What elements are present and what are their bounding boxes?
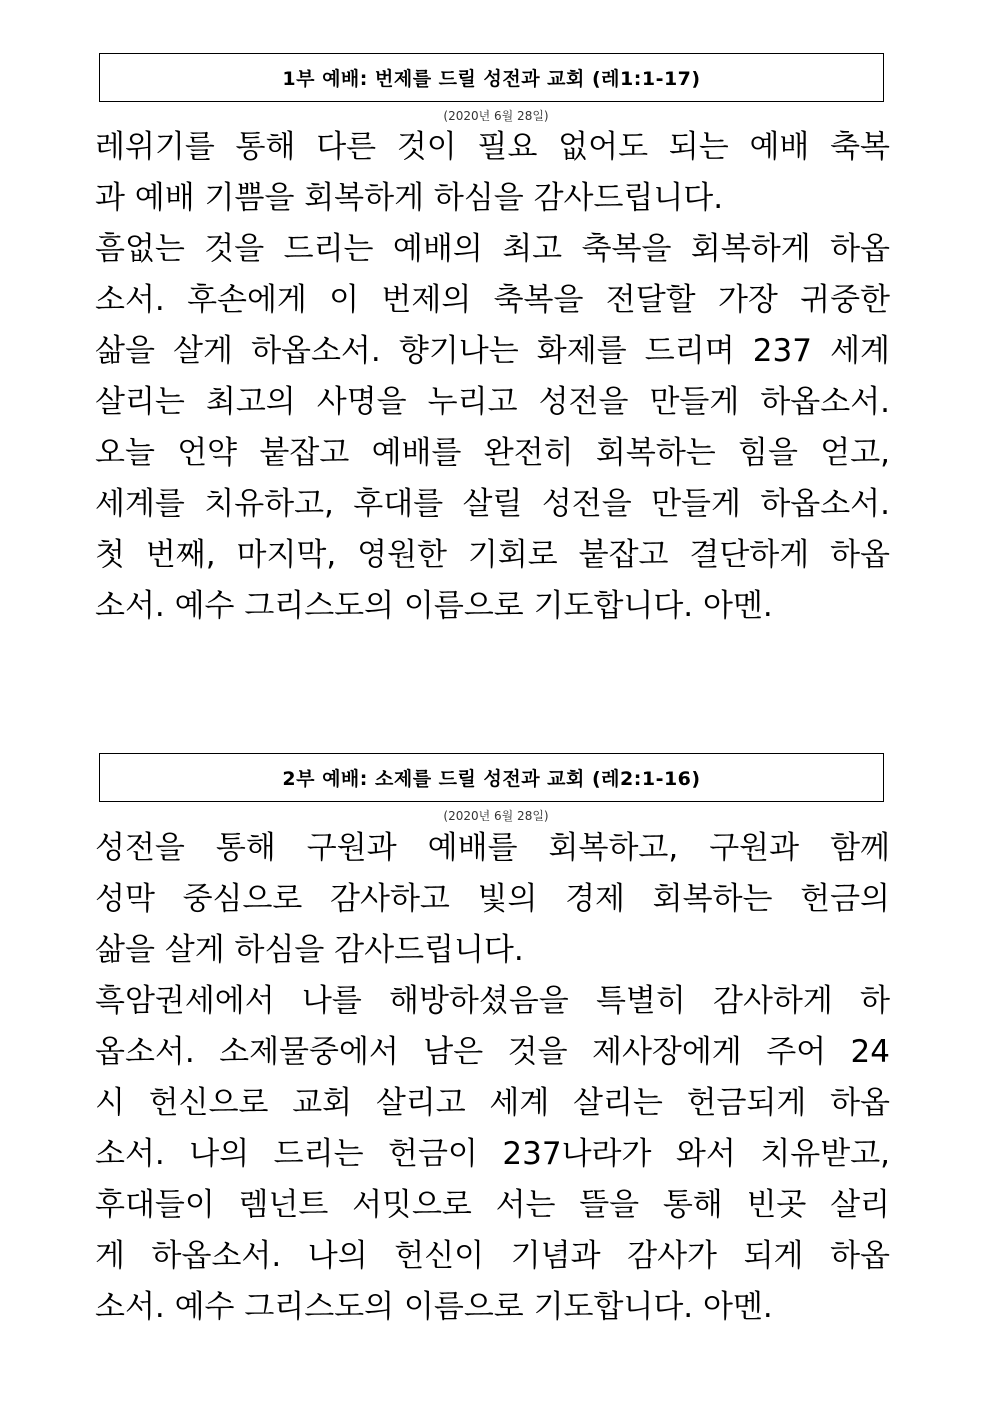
text-line: 게 하옵소서. 나의 헌신이 기념과 감사가 되게 하옵 bbox=[95, 1238, 890, 1274]
text-line: 살리는 최고의 사명을 누리고 성전을 만들게 하옵소서. bbox=[95, 384, 890, 420]
text-line: 레위기를 통해 다른 것이 필요 없어도 되는 예배 축복 bbox=[95, 129, 890, 165]
prayer-text bbox=[95, 823, 890, 1333]
text-line: 옵소서. 소제물중에서 남은 것을 제사장에게 주어 24 bbox=[95, 1034, 890, 1070]
text-line: 삶을 살게 하옵소서. 향기나는 화제를 드리며 237 세계 bbox=[95, 333, 890, 369]
text-line: 흑암권세에서 나를 해방하셨음을 특별히 감사하게 하 bbox=[95, 983, 890, 1019]
text-line: 소서. 예수 그리스도의 이름으로 기도합니다. 아멘. bbox=[95, 588, 773, 624]
text-line: 과 예배 기쁨을 회복하게 하심을 감사드립니다. bbox=[95, 180, 724, 216]
text-line: 후대들이 렘넌트 서밋으로 서는 뜰을 통해 빈곳 살리 bbox=[95, 1187, 890, 1223]
text-line: 세계를 치유하고, 후대를 살릴 성전을 만들게 하옵소서. bbox=[95, 486, 890, 522]
section-date: (2020년 6월 28일) bbox=[443, 809, 549, 823]
text-line: 첫 번째, 마지막, 영원한 기회로 붙잡고 결단하게 하옵 bbox=[95, 537, 890, 573]
text-line: 성전을 통해 구원과 예배를 회복하고, 구원과 함께 bbox=[95, 830, 890, 866]
text-line: 시 헌신으로 교회 살리고 세계 살리는 헌금되게 하옵 bbox=[95, 1085, 890, 1121]
text-line: 소서. 나의 드리는 헌금이 237나라가 와서 치유받고, bbox=[95, 1136, 890, 1172]
text-line: 소서. 예수 그리스도의 이름으로 기도합니다. 아멘. bbox=[95, 1289, 773, 1325]
section-date: (2020년 6월 28일) bbox=[443, 109, 549, 123]
text-line: 소서. 후손에게 이 번제의 축복을 전달할 가장 귀중한 bbox=[95, 282, 890, 318]
section-title: 2부 예배: 소제를 드릴 성전과 교회 (레2:1-16) bbox=[99, 753, 884, 802]
section-title: 1부 예배: 번제를 드릴 성전과 교회 (레1:1-17) bbox=[99, 53, 884, 102]
text-line: 흠없는 것을 드리는 예배의 최고 축복을 회복하게 하옵 bbox=[95, 231, 890, 267]
text-line: 삶을 살게 하심을 감사드립니다. bbox=[95, 932, 524, 968]
text-line: 성막 중심으로 감사하고 빛의 경제 회복하는 헌금의 bbox=[95, 881, 890, 917]
prayer-text bbox=[95, 122, 890, 632]
text-line: 오늘 언약 붙잡고 예배를 완전히 회복하는 힘을 얻고, bbox=[95, 435, 890, 471]
